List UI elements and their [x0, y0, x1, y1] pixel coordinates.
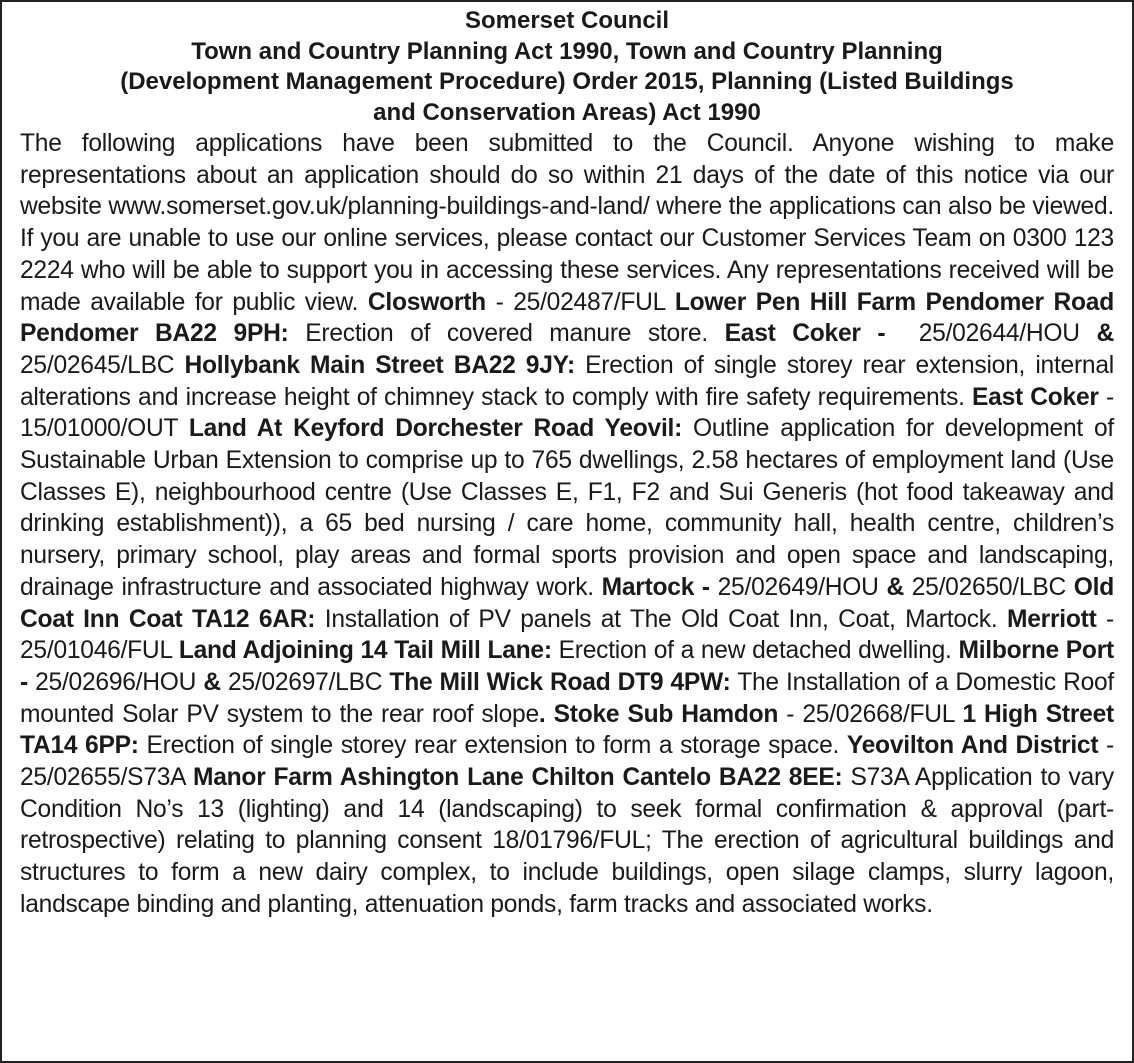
act-title-line-3: and Conservation Areas) Act 1990	[373, 98, 761, 126]
application-description: Outline application for development of Sustainable Urban Extension to comprise up to 765 dwellings, 2.58 hectares of employment land (Use Classes E), neighbourhood centre (Use Classes E, F1, F2 and Sui Generis (hot food takeaway and drinking establishment)), a 65 bed nursing / care home, community hall, health centre, children’s nursery, primary school, play areas and formal sports provision and open space and landscaping, drainage infrastructure and associated highway work.	[20, 415, 1114, 601]
application-description: The Installation of a Domestic Roof mounted Solar PV system to the rear roof slope	[20, 668, 1115, 728]
application-parish: East Coker	[972, 383, 1099, 411]
notice-body	[20, 128, 1114, 921]
application-reference-2: 25/02650/LBC	[911, 573, 1066, 601]
application-site: Old Coat Inn Coat TA12 6AR:	[20, 573, 1115, 633]
reference-separator: -	[485, 288, 514, 316]
application-parish: Milborne Port -	[20, 637, 1114, 696]
application-description: Installation of PV panels at The Old Coat Inn, Coat, Martock.	[324, 605, 998, 633]
application-parish: Yeovilton And District	[846, 732, 1099, 760]
reference-separator: -	[1098, 732, 1114, 760]
application-parish: . Stoke Sub Hamdon	[538, 700, 779, 728]
application-description: Erection of single storey rear extension to form a storage space.	[146, 732, 840, 760]
reference-separator: -	[778, 700, 803, 728]
application-site: Manor Farm Ashington Lane Chilton Cantelo BA22 8EE:	[192, 764, 843, 792]
application-reference: 25/02487/FUL	[513, 288, 666, 316]
reference-separator: -	[1096, 605, 1114, 633]
application-reference-2: 25/02645/LBC	[20, 351, 175, 379]
reference-ampersand: &	[203, 668, 221, 696]
notice-header	[20, 6, 1114, 128]
application-reference: 25/02655/S73A	[20, 764, 185, 792]
intro-text: The following applications have been submitted to the Council. Anyone wishing to make representations about an application should do so within 21 days of the date of this notice via our website www.somerset.gov.uk/planning-buildings-and-land/ where the applications can also be viewed. If you are unable to use our online services, please contact our Customer Services Team on 0300 123 2224 who will be able to support you in accessing these services. Any representations received will be made available for public view.	[20, 130, 1114, 316]
council-name: Somerset Council	[464, 7, 670, 34]
application-site: Hollybank Main Street BA22 9JY:	[184, 351, 575, 379]
application-reference: 25/02644/HOU	[918, 320, 1080, 348]
application-reference: 25/02696/HOU	[35, 668, 197, 696]
application-reference-2: 25/02697/LBC	[228, 668, 383, 696]
application-description: Erection of a new detached dwelling.	[558, 637, 952, 665]
act-title-line-1: Town and Country Planning Act 1990, Town and Country Planning	[191, 37, 943, 65]
application-site: Land Adjoining 14 Tail Mill Lane:	[178, 637, 552, 665]
application-site: 1 High Street TA14 6PP:	[20, 700, 1114, 760]
application-description: Erection of covered manure store.	[305, 320, 708, 348]
application-description: Erection of single storey rear extension, internal alterations and increase height of chimney stack to comply with fire safety requirements.	[20, 351, 1114, 411]
application-parish: Merriott	[1006, 605, 1097, 633]
application-description: S73A Application to vary Condition No’s 13 (lighting) and 14 (landscaping) to seek formal confirmation & approval (part-retrospective) relating to planning consent 18/01796/FUL; The erection of agricultural buildings and structures to form a new dairy complex, to include buildings, open silage clamps, slurry lagoon, landscape binding and planting, attenuation ponds, farm tracks and associated works.	[20, 764, 1114, 918]
act-title-line-2: (Development Management Procedure) Order 2015, Planning (Listed Buildings	[120, 68, 1014, 95]
reference-separator: -	[1098, 383, 1114, 411]
reference-ampersand: &	[886, 573, 904, 601]
application-reference: 25/02668/FUL	[802, 700, 955, 728]
application-site: The Mill Wick Road DT9 4PW:	[389, 668, 731, 696]
application-reference: 15/01000/OUT	[20, 415, 178, 443]
reference-ampersand: &	[1096, 320, 1115, 348]
application-site: Land At Keyford Dorchester Road Yeovil:	[188, 415, 683, 443]
application-site: Lower Pen Hill Farm Pendomer Road Pendomer BA22 9PH:	[20, 288, 1114, 348]
application-parish: Martock -	[601, 573, 710, 601]
application-parish: East Coker -	[724, 320, 886, 348]
application-parish: Closworth	[367, 288, 486, 316]
application-reference: 25/01046/FUL	[20, 637, 172, 665]
application-reference: 25/02649/HOU	[717, 573, 879, 601]
